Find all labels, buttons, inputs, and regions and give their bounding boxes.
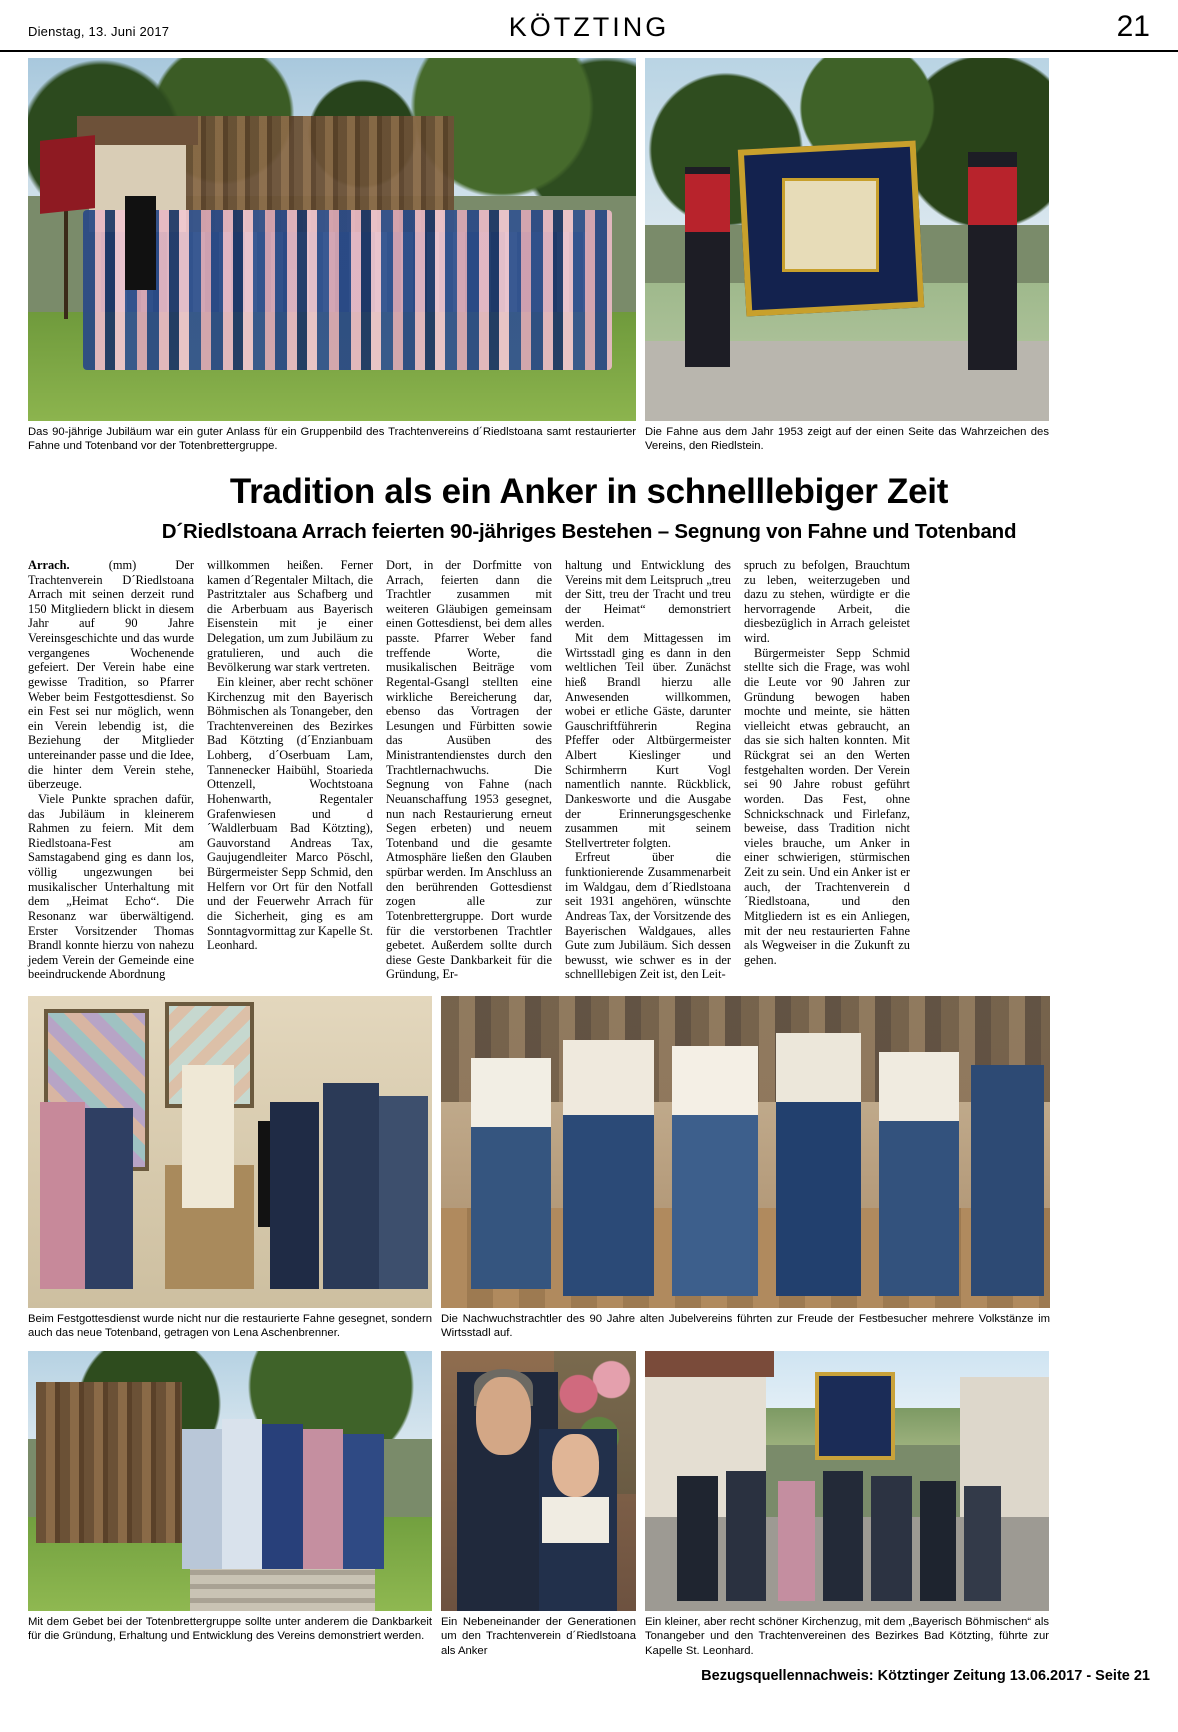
photo-procession [645, 1351, 1049, 1611]
paragraph: Erfreut über die funktionierende Zusammenarbeit im Waldgau, dem d´Riedlstoana seit 1931 angehören, wünschte Andreas Tax, der Vorsitzende des Bayerischen Waldgaues, alles Gute zum Jubiläum. Sich dessen bewusst, wie schwer es in der schnelllebigen Zeit ist, den Leit- [565, 850, 731, 982]
bottom-figure-1 [28, 1351, 432, 1658]
text-column-2 [207, 558, 373, 982]
page-number: 21 [1116, 10, 1150, 43]
photo-flag-1953 [645, 58, 1049, 421]
top-right-figure [645, 58, 1049, 454]
paragraph: (mm) Der Trachtenverein D´Riedlstoana Arrach mit seinen derzeit rund 150 Mitgliedern blickt in diesem Jahr auf 90 Jahre Vereinsgeschichte und das wurde vergangenes Wochenende gefeiert. Der Verein habe eine gewisse Tradition, so Pfarrer Weber beim Festgottesdienst. So ein Fest sei nur möglich, wenn ein Verein lebendig ist, die Beziehung der Mitglieder untereinander passe und die Idee, die hinter dem Verein stehe, überzeuge. [28, 557, 194, 792]
caption-top-right: Die Fahne aus dem Jahr 1953 zeigt auf der einen Seite das Wahrzeichen des Vereins, den Riedlstein. [645, 426, 1049, 453]
paragraph: Mit dem Mittagessen im Wirtsstadl ging es dann in den weltlichen Teil über. Zunächst hieß Brandl hierzu alle Anwesenden willkommen, wobei er etliche Gäste, darunter Gauschriftführerin Regina Pfeffer oder Altbürgermeister Albert Kieslinger und Schirmherrn Kurt Vogl namentlich nannte. Rückblick, Dankesworte und die Ausgabe der Erinnerungsgeschenke zusammen mit seinem Stellvertreter folgten. [565, 631, 731, 850]
mid-right-figure [441, 996, 1050, 1341]
text-column-3 [386, 558, 552, 982]
top-photo-row [0, 52, 1178, 454]
paragraph: Ein kleiner, aber recht schöner Kirchenzug mit den Bayerisch Böhmischen als Tonangeber, den Trachtenvereinen des Bezirkes Bad Kötzting (d´Enzianbuam Lohberg, d´Oserbuam Lam, Tannenecker Haibühl, Stoarieda Ottenzell, Wochtstoana Hohenwarth, Regentaler Grafenwiesen und d´Waldlerbuam Bad Kötzting), Gauvorstand Andreas Tax, Gaujugendleiter Marco Pöschl, Bürgermeister Sepp Schmid, den Helfern vor Ort für den Notfall und der Feuerwehr Arrach für die Sicherheit, ging es am Sonntagvormittag zur Kapelle St. Leonhard. [207, 674, 373, 953]
paragraph: spruch zu befolgen, Brauchtum zu leben, weiterzugeben und dazu zu stehen, würdigte er die hervorragende Arbeit, die diesbezüglich in Arrach geleistet wird. [744, 557, 910, 646]
publication-date: Dienstag, 13. Juni 2017 [28, 24, 170, 39]
article-subheadline: D´Riedlstoana Arrach feierten 90-jähriges Bestehen – Segnung von Fahne und Totenband [161, 519, 1017, 543]
mid-left-figure [28, 996, 432, 1341]
text-column-5 [744, 558, 910, 982]
caption-mid-right: Die Nachwuchstrachtler des 90 Jahre alten Jubelvereins führten zur Freude der Festbesucher mehrere Volkstänze im Wirtsstadl auf. [441, 1313, 1050, 1340]
bottom-figure-2 [441, 1351, 636, 1658]
photo-prayer-death-boards [28, 1351, 432, 1611]
source-note: Bezugsquellennachweis: Kötztinger Zeitung 13.06.2017 - Seite 21 [701, 1668, 1150, 1685]
top-left-figure [28, 58, 636, 454]
section-title: KÖTZTING [508, 12, 670, 42]
text-column-1 [28, 558, 194, 982]
article-body [0, 544, 1178, 982]
paragraph: willkommen heißen. Ferner kamen d´Regentaler Miltach, die Pastritztaler aus Schafberg und die Arberbuam aus Bayerisch Eisenstein mit je einer Delegation, um zum Jubiläum zu gratulieren, und auch die Bevölkerung war stark vertreten. [207, 557, 373, 675]
photo-generations-portrait [441, 1351, 636, 1611]
photo-folk-dance [441, 996, 1050, 1308]
caption-top-left: Das 90-jährige Jubiläum war ein guter Anlass für ein Gruppenbild des Trachtenvereins d´Riedlstoana samt restaurierter Fahne und Totenband vor der Totenbrettergruppe. [28, 426, 636, 453]
bottom-figure-3 [645, 1351, 1049, 1658]
paragraph: Bürgermeister Sepp Schmid stellte sich die Frage, was wohl die Leute vor 90 Jahren zur Gründung bewogen haben mochte und meinte, sie hätten vielleicht etwas gebraucht, an das sie sich halten konnten. Mit Rückgrat sei an den Werten festgehalten worden. Der Verein sei 90 Jahre robust geführt worden. Das Fest, ohne Schnickschnack und Firlefanz, beweise, dass Tradition nicht vieles brauche, um Anker in einer schwierigen, stürmischen Zeit zu sein. Und ein Anker ist er auch, der Trachtenverein d´Riedlstoana, und den Mitgliedern ist es ein Anliegen, mit der neu restaurierten Fahne als Wegweiser in die Zukunft zu gehen. [744, 645, 910, 967]
paragraph: Viele Punkte sprachen dafür, das Jubiläum in kleinerem Rahmen zu feiern. Mit dem Riedlstoana-Fest am Samstagabend ging es dann los, völlig ungezwungen bei musikalischer Unterhaltung mit dem „Heimat Echo“. Die Resonanz war überwältigend. Erster Vorsitzender Thomas Brandl konnte hierzu von nahezu jedem Verein der Gemeinde eine beeindruckende Abordnung [28, 791, 194, 982]
caption-mid-left: Beim Festgottesdienst wurde nicht nur die restaurierte Fahne gesegnet, sondern auch das neue Totenband, getragen von Lena Aschenbrenner. [28, 1313, 432, 1340]
bottom-photo-row [0, 1341, 1178, 1658]
text-column-4 [565, 558, 731, 982]
caption-bottom-1: Mit dem Gebet bei der Totenbrettergruppe sollte unter anderem die Dankbarkeit für die Gründung, Erhaltung und Entwicklung des Vereins demonstriert werden. [28, 1615, 432, 1643]
paragraph: Dort, in der Dorfmitte von Arrach, feierten dann die Trachtler zusammen mit weiteren Gläubigen gemeinsam einen Gottesdienst, bei dem alles passte. Pfarrer Weber fand treffende Worte, die musikalischen Beiträge vom Regental-Gsangl stellten eine wirkliche Bereicherung dar, ebenso das Vortragen der Lesungen und Fürbitten sowie das Ausüben des Ministrantendienstes durch den Trachtlernachwuchs. Die Segnung von Fahne (nach Neuanschaffung 1953 gesegnet, nun nach Restaurierung erneut Segen erbeten) und neuem Totenband und die gesamte Atmosphäre ließen den Glauben spürbar werden. Im Anschluss an den berührenden Gottesdienst zogen alle zur Totenbrettergruppe. Dort wurde für die verstorbenen Trachtler gebetet. Außerdem sollte durch diese Geste Dankbarkeit für die Gründung, Er- [386, 557, 552, 982]
dateline: Arrach. [28, 557, 70, 572]
photo-group-portrait [28, 58, 636, 421]
photo-church-service [28, 996, 432, 1308]
caption-bottom-3: Ein kleiner, aber recht schöner Kirchenzug, mit dem „Bayerisch Böhmischen“ als Tonangeber und den Trachtenvereinen des Bezirkes Bad Kötzting, führte zur Kapelle St. Leonhard. [645, 1615, 1049, 1657]
article-headline: Tradition als ein Anker in schnelllebiger Zeit [229, 471, 949, 511]
paragraph: haltung und Entwicklung des Vereins mit dem Leitspruch „treu der Sitt, treu der Tracht und treu der Heimat“ demonstriert werden. [565, 557, 731, 631]
masthead [0, 0, 1178, 52]
caption-bottom-2: Ein Nebeneinander der Generationen um den Trachtenverein d´Riedlstoana als Anker [441, 1615, 636, 1657]
mid-photo-row [0, 982, 1178, 1341]
